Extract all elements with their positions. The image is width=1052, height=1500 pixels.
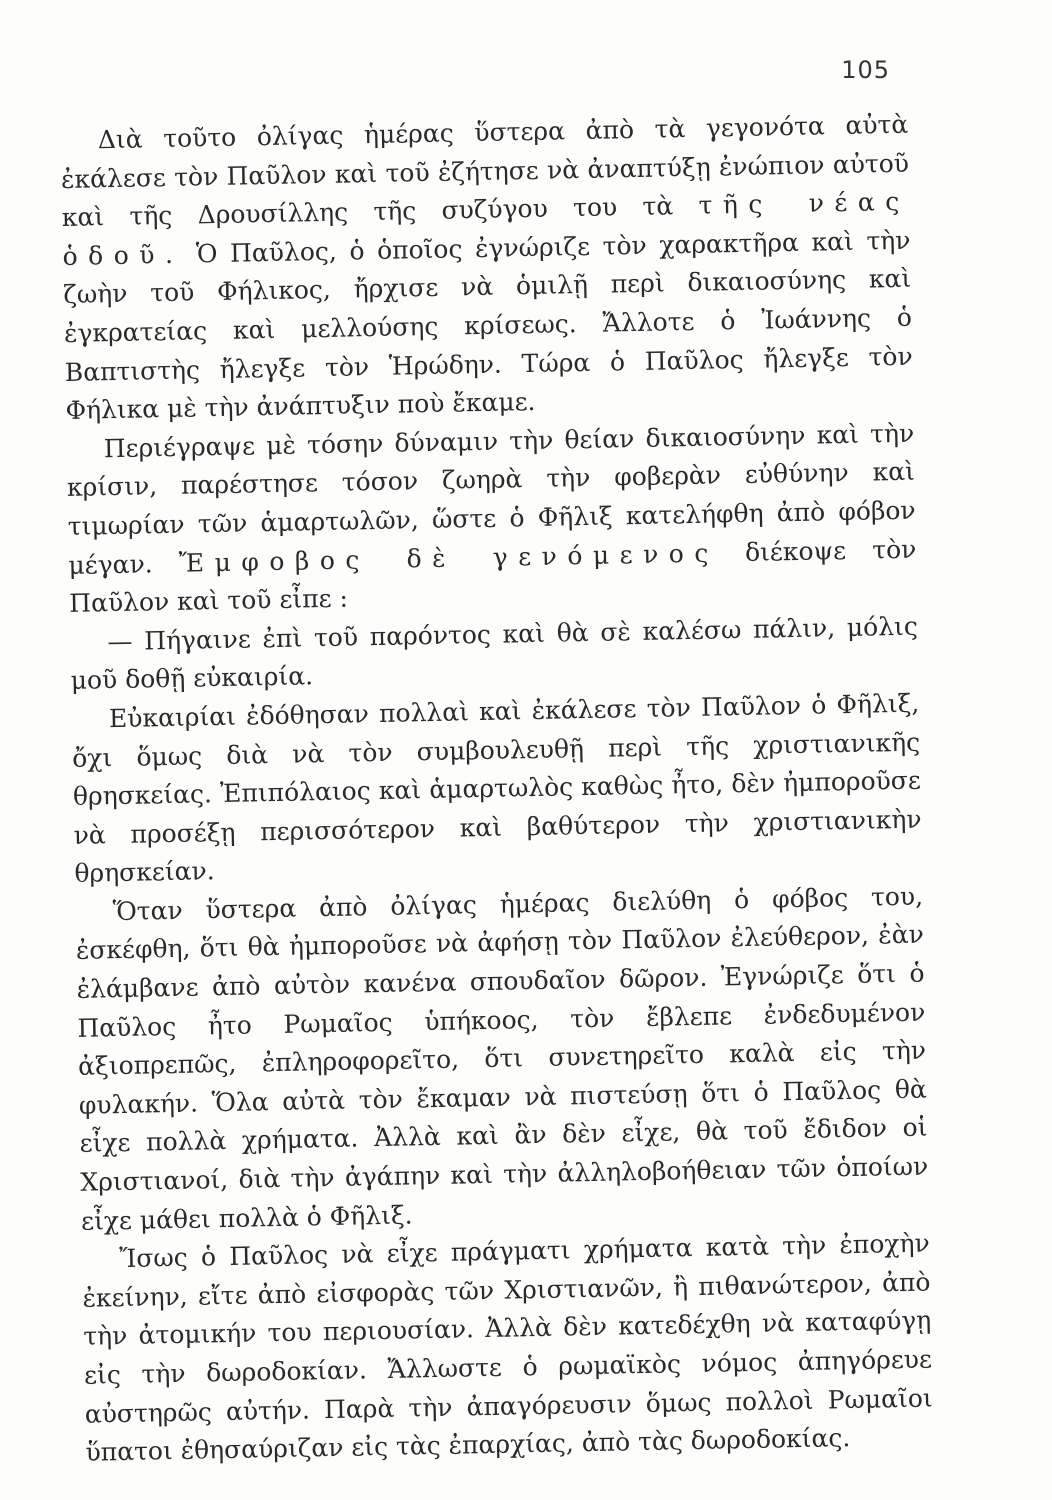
paragraph-2-spaced-phrase: Ἔμφοβος δὲ γενόμενος xyxy=(178,537,720,578)
paragraph-2-text-a: Περιέγραψε μὲ τόσην δύναμιν τὴν θείαν δικαιοσύνην καὶ τὴν κρίσιν, παρέστησε τόσον ζωηρὰ τὴν φοβερὰν εὐθύνην καὶ τιμωρίαν τῶν ἁμαρτωλῶν, ὥστε ὁ Φῆλιξ κατελήφθη ἀπὸ φόβον μέγαν. xyxy=(66,418,916,580)
paragraph-1-text-a: Διὰ τοῦτο ὀλίγας ἡμέρας ὕστερα ἀπὸ τὰ γεγονότα αὐτὰ ἐκάλεσε τὸν Παῦλον καὶ τοῦ ἐζήτησε νὰ ἀναπτύξῃ ἐνώπιον αὐτοῦ καὶ τῆς Δρουσίλλης τῆς συζύγου του τὰ xyxy=(60,109,910,233)
page-number: 105 xyxy=(841,56,890,84)
paragraph-1-spaced-phrase: τῆς νέας ὁδοῦ. xyxy=(62,186,910,271)
paragraph-1-text-b: Ὁ Παῦλος, ὁ ὁποῖος ἐγνώριζε τὸν χαρακτῆρα καὶ τὴν ζωὴν τοῦ Φήλικος, ἤρχισε νὰ ὁμιλῇ περὶ δικαιοσύνης καὶ ἐγκρατείας καὶ μελλούσης κρίσεως. Ἄλλοτε ὁ Ἰωάννης ὁ Βαπτιστὴς ἤλεγξε τὸν Ἡρώδην. Τώρα ὁ Παῦλος ἤλεγξε τὸν Φήλικα μὲ τὴν ἀνάπτυξιν ποὺ ἔκαμε. xyxy=(63,225,913,426)
paragraph-4-text-a: Εὐκαιρίαι ἐδόθησαν πολλαὶ καὶ ἐκάλεσε τὸν Παῦλον ὁ Φῆλιξ, ὄχι ὅμως διὰ νὰ τὸν συμβουλευθῇ περὶ τῆς χριστιανικῆς θρησκείας. Ἐπιπόλαιος καὶ ἁμαρτωλὸς καθὼς ἦτο, δὲν ἠμποροῦσε νὰ προσέξῃ περισσότερον καὶ βαθύτερον τὴν χριστιανικὴν θρησκείαν. xyxy=(71,688,922,889)
paragraph-1 xyxy=(60,106,914,431)
paragraph-6 xyxy=(81,1225,933,1473)
paragraph-2-text-b: διέκοψε τὸν Παῦλον καὶ τοῦ εἶπε : xyxy=(68,534,917,619)
paragraph-6-text-a: Ἴσως ὁ Παῦλος νὰ εἶχε πράγματι χρήματα κατὰ τὴν ἐποχὴν ἐκείνην, εἴτε ἀπὸ εἰσφορὰς τῶν Χριστιανῶν, ἢ πιθανώτερον, ἀπὸ τὴν ἀτομικήν του περιουσίαν. Ἀλλὰ δὲν κατεδέχθη νὰ καταφύγῃ εἰς τὴν δωροδοκίαν. Ἄλλωστε ὁ ρωμαϊκὸς νόμος ἀπηγόρευε αὐστηρῶς αὐτήν. Παρὰ τὴν ἀπαγόρευσιν ὅμως πολλοὶ Ρωμαῖοι ὕπατοι ἐθησαύριζαν εἰς τὰς ἐπαρχίας, ἀπὸ τὰς δωροδοκίας. xyxy=(82,1228,933,1467)
body-text xyxy=(60,106,934,1473)
paragraph-4 xyxy=(71,685,923,894)
paragraph-5 xyxy=(75,877,930,1241)
paragraph-5-text-a: Ὅταν ὕστερα ἀπὸ ὀλίγας ἡμέρας διελύθη ὁ φόβος του, ἐσκέφθη, ὅτι θὰ ἠμποροῦσε νὰ ἀφήσῃ τὸν Παῦλον ἐλεύθερον, ἐὰν ἐλάμβανε ἀπὸ αὐτὸν κανένα σπουδαῖον δῶρον. Ἐγνώριζε ὅτι ὁ Παῦλος ἦτο Ρωμαῖος ὑπήκοος, τὸν ἔβλεπε ἐνδεδυμένον ἀξιοπρεπῶς, ἐπληροφορεῖτο, ὅτι συνετηρεῖτο καλὰ εἰς τὴν φυλακήν. Ὅλα αὐτὰ τὸν ἔκαμαν νὰ πιστεύσῃ ὅτι ὁ Παῦλος θὰ εἶχε πολλὰ χρήματα. Ἀλλὰ καὶ ἂν δὲν εἶχε, θὰ τοῦ ἔδιδον οἱ Χριστιανοί, διὰ τὴν ἀγάπην καὶ τὴν ἀλληλοβοήθειαν τῶν ὁποίων εἶχε μάθει πολλὰ ὁ Φῆλιξ. xyxy=(75,881,929,1236)
paragraph-3-text-a: — Πήγαινε ἐπὶ τοῦ παρόντος καὶ θὰ σὲ καλέσω πάλιν, μόλις μοῦ δοθῇ εὐκαιρία. xyxy=(70,611,919,696)
paragraph-2 xyxy=(66,414,918,623)
